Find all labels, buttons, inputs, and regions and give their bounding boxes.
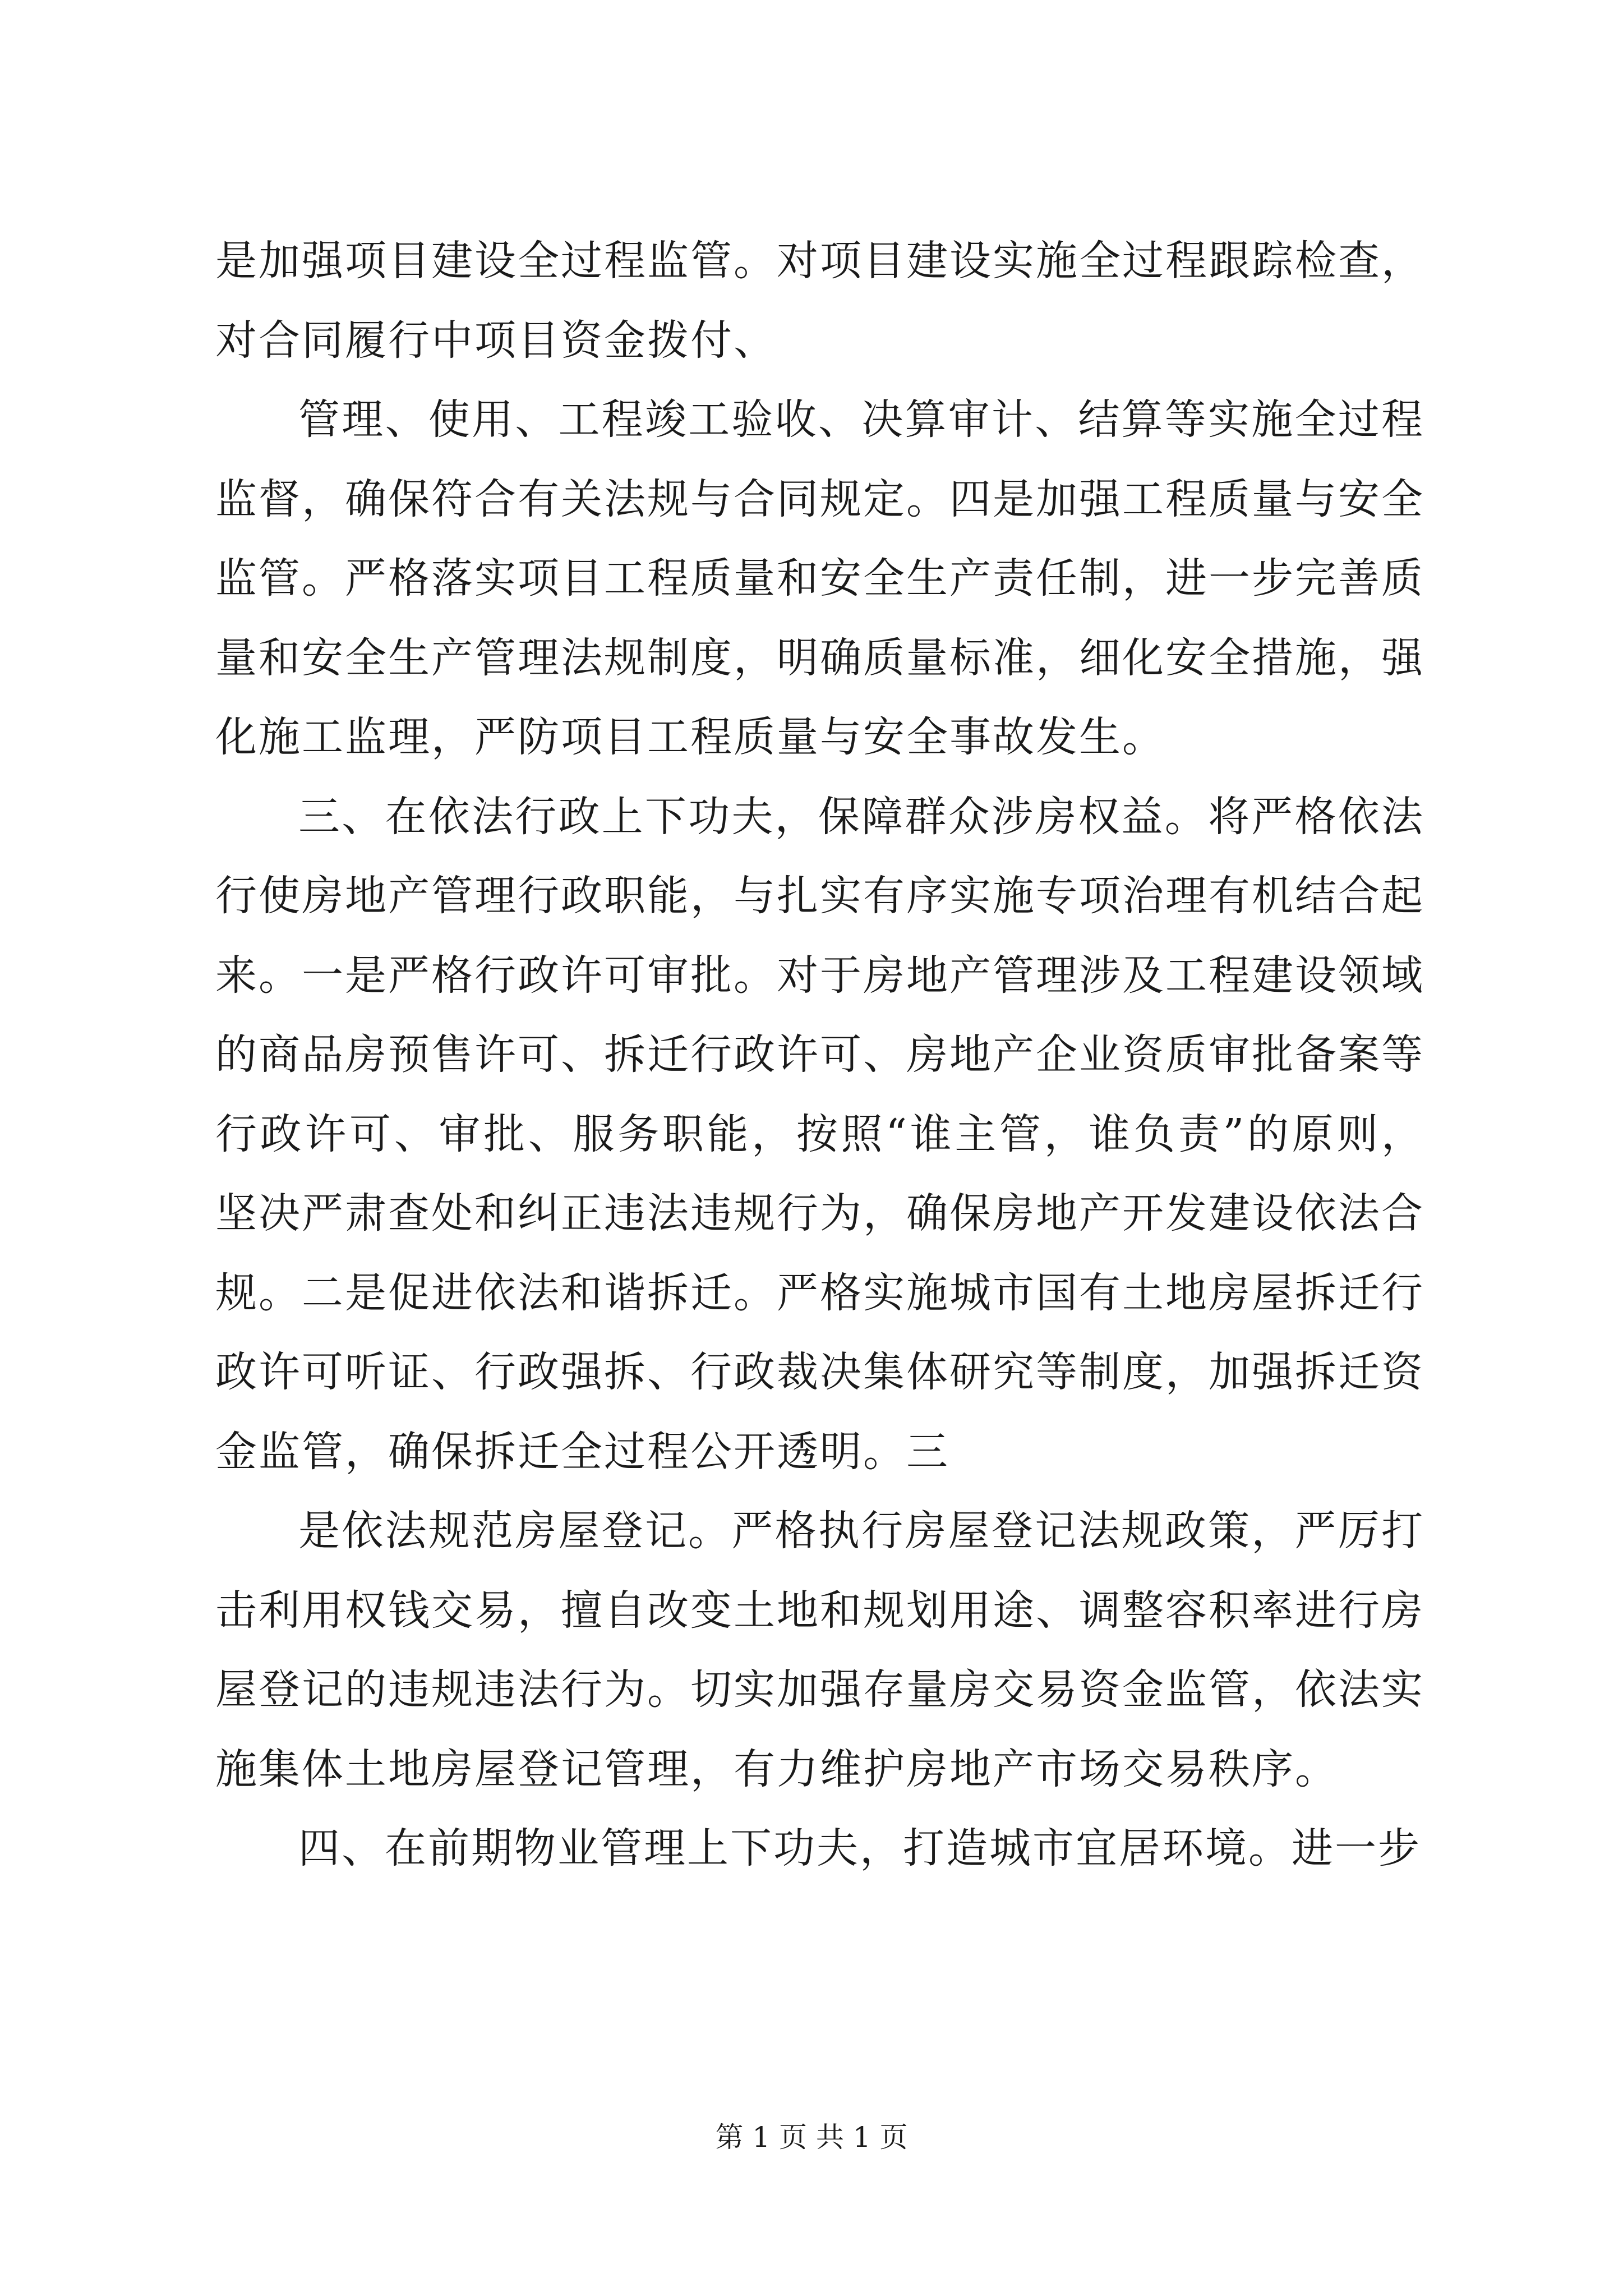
paragraph-1: 是加强项目建设全过程监管。对项目建设实施全过程跟踪检查，对合同履行中项目资金拨付、 <box>215 237 1424 365</box>
paragraph-4: 是依法规范房屋登记。严格执行房屋登记法规政策，严厉打击利用权钱交易，擅自改变土地和规划用途、调整容积率进行房屋登记的违规违法行为。切实加强存量房交易资金监管，依法实施集体土地房屋登记管理，有力维护房地产市场交易秩序。 <box>215 1507 1424 1793</box>
paragraph-3: 三、在依法行政上下功夫，保障群众涉房权益。将严格依法行使房地产管理行政职能，与扎实有序实施专项治理有机结合起来。一是严格行政许可审批。对于房地产管理涉及工程建设领域的商品房预售许可、拆迁行政许可、房地产企业资质审批备案等行政许可、审批、服务职能，按照“谁主管，谁负责”的原则，坚决严肃查处和纠正违法违规行为，确保房地产开发建设依法合规。二是促进依法和谐拆迁。严格实施城市国有土地房屋拆迁行政许可听证、行政强拆、行政裁决集体研究等制度，加强拆迁资金监管，确保拆迁全过程公开透明。三 <box>215 792 1424 1476</box>
page-number-label: 第 1 页 共 1 页 <box>715 2121 908 2154</box>
paragraph-2: 管理、使用、工程竣工验收、决算审计、结算等实施全过程监督，确保符合有关法规与合同规定。四是加强工程质量与安全监管。严格落实项目工程质量和安全生产责任制，进一步完善质量和安全生产管理法规制度，明确质量标准，细化安全措施，强化施工监理，严防项目工程质量与安全事故发生。 <box>215 395 1424 761</box>
paragraph-5: 四、在前期物业管理上下功夫，打造城市宜居环境。进一步 <box>298 1824 1421 1872</box>
document-body <box>215 222 1424 1889</box>
page-footer <box>0 2120 1623 2154</box>
